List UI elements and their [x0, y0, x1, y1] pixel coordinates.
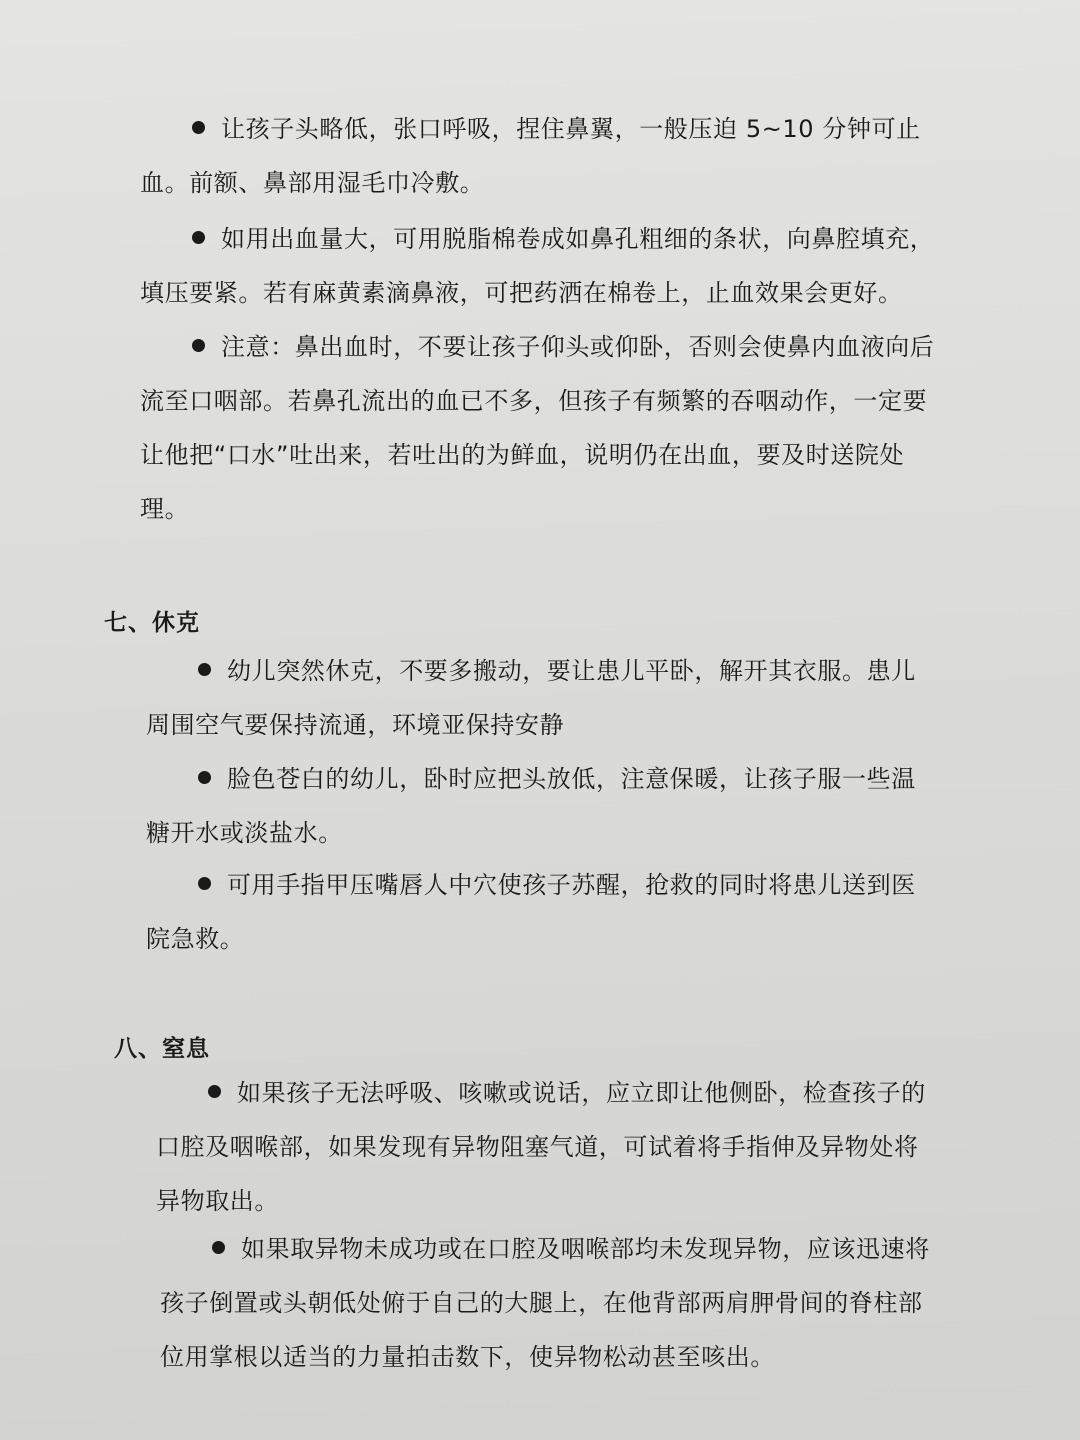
section-heading-suffocation: 八、窒息	[114, 1036, 210, 1062]
bullet-paragraph	[160, 1222, 940, 1384]
paragraph-text: 如用出血量大，可用脱脂棉卷成如鼻孔粗细的条状，向鼻腔填充，填压要紧。若有麻黄素滴鼻液，可把药洒在棉卷上，止血效果会更好。	[140, 225, 935, 307]
paragraph-text: 让孩子头略低，张口呼吸，捏住鼻翼，一般压迫 5~10 分钟可止血。前额、鼻部用湿毛巾冷敷。	[140, 115, 921, 197]
bullet-paragraph	[146, 858, 938, 966]
bullet-icon	[212, 1241, 225, 1254]
bullet-icon	[192, 339, 205, 352]
section-heading-shock: 七、休克	[104, 610, 200, 636]
bullet-paragraph	[146, 752, 938, 860]
paragraph-text: 可用手指甲压嘴唇人中穴使孩子苏醒，抢救的同时将患儿送到医院急救。	[146, 871, 916, 953]
bullet-icon	[198, 877, 211, 890]
paragraph-text: 如果取异物未成功或在口腔及咽喉部均未发现异物，应该迅速将孩子倒置或头朝低处俯于自己的大腿上，在他背部两肩胛骨间的脊柱部位用掌根以适当的力量拍击数下，使异物松动甚至咳出。	[160, 1235, 930, 1371]
bullet-paragraph	[146, 644, 938, 752]
paragraph-text: 如果孩子无法呼吸、咳嗽或说话，应立即让他侧卧，检查孩子的口腔及咽喉部，如果发现有异物阻塞气道，可试着将手指伸及异物处将异物取出。	[156, 1079, 926, 1215]
bullet-paragraph	[140, 320, 940, 536]
bullet-paragraph	[156, 1066, 940, 1228]
paragraph-text: 脸色苍白的幼儿，卧时应把头放低，注意保暖，让孩子服一些温糖开水或淡盐水。	[146, 765, 916, 847]
bullet-icon	[192, 121, 205, 134]
bullet-icon	[208, 1085, 221, 1098]
bullet-icon	[198, 663, 211, 676]
paragraph-text: 注意：鼻出血时，不要让孩子仰头或仰卧，否则会使鼻内血液向后流至口咽部。若鼻孔流出的血已不多，但孩子有频繁的吞咽动作，一定要让他把“口水”吐出来，若吐出的为鲜血，说明仍在出血，要及时送院处理。	[140, 333, 935, 523]
bullet-paragraph	[140, 212, 940, 320]
bullet-paragraph	[140, 102, 940, 210]
bullet-icon	[192, 231, 205, 244]
bullet-icon	[198, 771, 211, 784]
paragraph-text: 幼儿突然休克，不要多搬动，要让患儿平卧，解开其衣服。患儿周围空气要保持流通，环境亚保持安静	[146, 657, 916, 739]
